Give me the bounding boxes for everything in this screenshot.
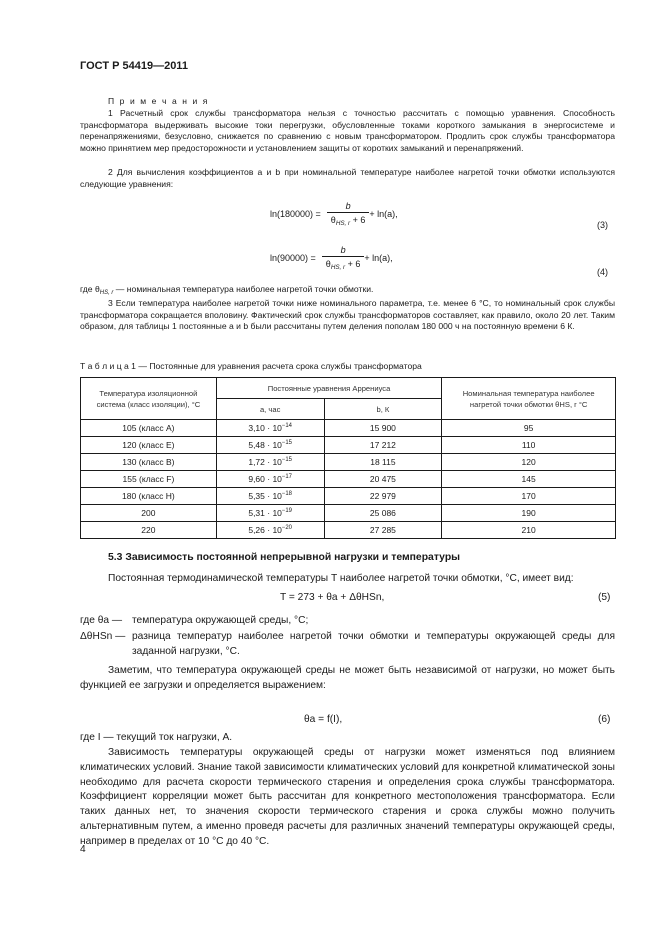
table-row (81, 488, 616, 505)
cell-class: 130 (класс В) (81, 454, 217, 471)
eq3-lhs: ln(180000) = (270, 209, 321, 219)
note-3-text: 3 Если температура наиболее нагретой точки ниже номинального параметра, т.е. менее 6 °C, то номинальный срок службы трансформатора сокращается вполовину. Фактический срок службы трансформаторов составляет, как правило, около 20 лет. Таким образом, для таблицы 1 постоянные a и b были рассчитаны путем деления пополам 180 000 ч на постоянную времени 6 К. (80, 298, 615, 331)
table-row (81, 454, 616, 471)
equation-5: T = 273 + θa + ΔθHSn, (280, 592, 385, 603)
cell-temp: 95 (442, 420, 616, 437)
paragraph-1 (80, 572, 615, 587)
cell-b: 25 086 (324, 505, 442, 522)
eq3-theta: θ (330, 215, 336, 225)
cell-temp: 170 (442, 488, 616, 505)
th-a: a, час (216, 399, 324, 420)
eq3-theta-sub: HS, r (335, 220, 351, 227)
cell-a: $9,60 \cdot 10^{-17}$ (216, 471, 324, 488)
cell-a: $5,48 \cdot 10^{-15}$ (216, 437, 324, 454)
page-number: 4 (80, 844, 86, 855)
where-i: где I — текущий ток нагрузки, А. (80, 732, 233, 743)
cell-a: $1,72 \cdot 10^{-15}$ (216, 454, 324, 471)
eq4-den-tail: + 6 (345, 259, 361, 269)
where-b-text: разница температур наиболее нагретой точки обмотки и температуры окружающей среды для заданной нагрузки, °C. (132, 631, 615, 657)
eq3-fraction (327, 201, 370, 227)
eq4-rhs: + ln(a), (364, 253, 393, 263)
cell-b: 15 900 (324, 420, 442, 437)
cell-class: 120 (класс Е) (81, 437, 217, 454)
section-title: 5.3 Зависимость постоянной непрерывной нагрузки и температуры (108, 552, 461, 563)
equation-3 (270, 200, 398, 228)
note-2 (80, 167, 615, 190)
cell-temp: 120 (442, 454, 616, 471)
paragraph-1-text: Постоянная термодинамической температуры T наиболее нагретой точки обмотки, °C, имеет вид: (108, 573, 574, 584)
cell-a: $3,10 \cdot 10^{-14}$ (216, 420, 324, 437)
cell-b: 20 475 (324, 471, 442, 488)
equation-6: θa = f(I), (304, 714, 343, 725)
cell-temp: 145 (442, 471, 616, 488)
cell-a: $5,35 \cdot 10^{-18}$ (216, 488, 324, 505)
th-hotspot-temp: Номинальная температура наиболее нагретой точки обмотки θHS, r °C (442, 378, 616, 420)
eq3-den-tail: + 6 (350, 215, 366, 225)
cell-class: 200 (81, 505, 217, 522)
where-a-symbol: где θa — (80, 615, 123, 626)
eq5-number: (5) (598, 592, 611, 603)
paragraph-3 (80, 746, 615, 850)
paragraph-3-text: Зависимость температуры окружающей среды от нагрузки может изменяться под влиянием климатических условий. Знание такой зависимости климатических условий для конкретной климатической зоны необходимо для расчета скорости термического старения и определения срока службы трансформатора. Коэффициент корреляции может быть рассчитан для конкретного местоположения трансформатора. Если таких данных нет, то значения скорости термического старения и срока службы можно получить альтернативным путем, а именно проведя расчеты для различных значений температуры окружающей среды, например в пределах от 10 °C до 40 °C. (80, 747, 615, 847)
cell-b: 27 285 (324, 522, 442, 539)
where-theta: где $\theta_{HS, r}$ — номинальная температура наиболее нагретой точки обмотки. (80, 284, 374, 296)
table-row (81, 420, 616, 437)
cell-class: 180 (класс Н) (81, 488, 217, 505)
cell-b: 18 115 (324, 454, 442, 471)
note-1 (80, 108, 615, 154)
note-3 (80, 298, 615, 333)
cell-temp: 110 (442, 437, 616, 454)
equation-4 (270, 244, 393, 272)
cell-class: 220 (81, 522, 217, 539)
th-insulation-temp: Температура изоляционной система (класс изоляции), °C (81, 378, 217, 420)
cell-a: $5,26 \cdot 10^{-20}$ (216, 522, 324, 539)
note-1-text: 1 Расчетный срок службы трансформатора нельзя с точностью рассчитать с помощью уравнения. Способность трансформатора выдерживать высокие токи перегрузки, обусловленные токами короткого замыкания в энергосистеме и перенапряжениями, безусловно, снижается по сравнению с новым трансформатором. Продлить срок службы трансформатора можно принятием мер предосторожности и установлением защиты от коротких замыканий и перенапряжений. (80, 108, 615, 153)
note-2-text: 2 Для вычисления коэффициентов a и b при номинальной температуре наиболее нагретой точки обмотки используются следующие уравнения: (80, 167, 615, 189)
th-arrhenius: Постоянные уравнения Аррениуса (216, 378, 441, 399)
eq4-fraction (322, 245, 365, 271)
table-row (81, 471, 616, 488)
cell-b: 17 212 (324, 437, 442, 454)
where-a-text: температура окружающей среды, °C; (132, 615, 309, 626)
cell-b: 22 979 (324, 488, 442, 505)
eq4-theta: θ (325, 259, 331, 269)
paragraph-2-text: Заметим, что температура окружающей среды не может быть независимой от нагрузки, но может быть функцией ее загрузки и определяется выражением: (80, 665, 615, 691)
cell-class: 155 (класс F) (81, 471, 217, 488)
constants-table (80, 377, 616, 539)
cell-class: 105 (класс А) (81, 420, 217, 437)
where-theta-symbol: θ (94, 284, 100, 294)
where-theta-text: — номинальная температура наиболее нагретой точки обмотки. (113, 284, 374, 294)
cell-temp: 190 (442, 505, 616, 522)
th-b: b, К (324, 399, 442, 420)
where-theta-sub: HS, r (99, 290, 114, 296)
cell-a: $5,31 \cdot 10^{-19}$ (216, 505, 324, 522)
document-header: ГОСТ Р 54419—2011 (80, 60, 188, 72)
eq6-number: (6) (598, 714, 611, 725)
table-caption: Т а б л и ц а 1 — Постоянные для уравнения расчета срока службы трансформатора (80, 361, 422, 371)
eq4-numerator: b (340, 245, 346, 255)
eq3-numerator: b (345, 201, 351, 211)
table-row (81, 437, 616, 454)
eq4-theta-sub: HS, r (330, 264, 346, 271)
eq4-lhs: ln(90000) = (270, 253, 316, 263)
eq3-number: (3) (597, 220, 608, 230)
cell-temp: 210 (442, 522, 616, 539)
paragraph-2 (80, 664, 615, 694)
eq4-number: (4) (597, 267, 608, 277)
notes-heading: П р и м е ч а н и я (108, 96, 210, 106)
table-row (81, 522, 616, 539)
eq3-rhs: + ln(a), (369, 209, 398, 219)
table-header-row-1 (81, 378, 616, 399)
where-b-symbol: ΔθHSn — (80, 631, 126, 642)
table-row (81, 505, 616, 522)
